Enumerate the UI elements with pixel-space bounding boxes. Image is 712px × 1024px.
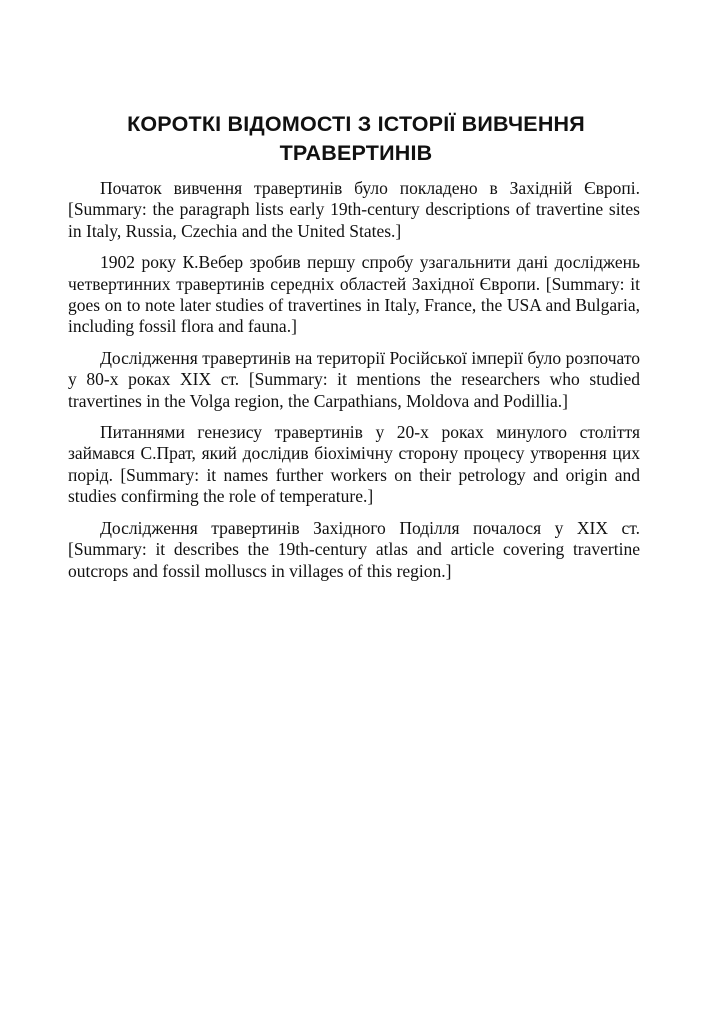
paragraph-weber-1902: 1902 року К.Вебер зробив першу спробу узагальнити дані досліджень четвертинних травертинів середніх областей Західної Європи. [Summary: it goes on to note later studies of travertines in Italy, France, the USA and Bulgaria, including fossil flora and fauna.] xyxy=(68,252,640,337)
page-title xyxy=(60,110,652,168)
title-line-2: ТРАВЕРТИНІВ xyxy=(279,141,433,165)
paragraph-genesis: Питаннями генезису травертинів у 20-х роках минулого століття займався С.Прат, який дослідив біохімічну сторону процесу утворення цих порід. [Summary: it names further workers on their petrology and origin and studies confirming the role of temperature.] xyxy=(68,422,640,507)
paragraph-russian-empire: Дослідження травертинів на території Російської імперії було розпочато у 80-х роках XIX ст. [Summary: it mentions the researchers who studied travertines in the Volga region, the Carpathians, Moldova and Podillia.] xyxy=(68,347,640,411)
document-body xyxy=(68,178,640,592)
paragraph-intro: Початок вивчення травертинів було покладено в Західній Європі. [Summary: the paragraph lists early 19th-century descriptions of travertine sites in Italy, Russia, Czechia and the United States.] xyxy=(68,178,640,241)
paragraph-western-podillia: Дослідження травертинів Західного Поділля почалося у XIX ст. [Summary: it describes the 19th-century atlas and article covering travertine outcrops and fossil molluscs in villages of this region.] xyxy=(68,517,640,581)
title-line-1: КОРОТКІ ВІДОМОСТІ З ІСТОРІЇ ВИВЧЕННЯ xyxy=(127,112,585,136)
